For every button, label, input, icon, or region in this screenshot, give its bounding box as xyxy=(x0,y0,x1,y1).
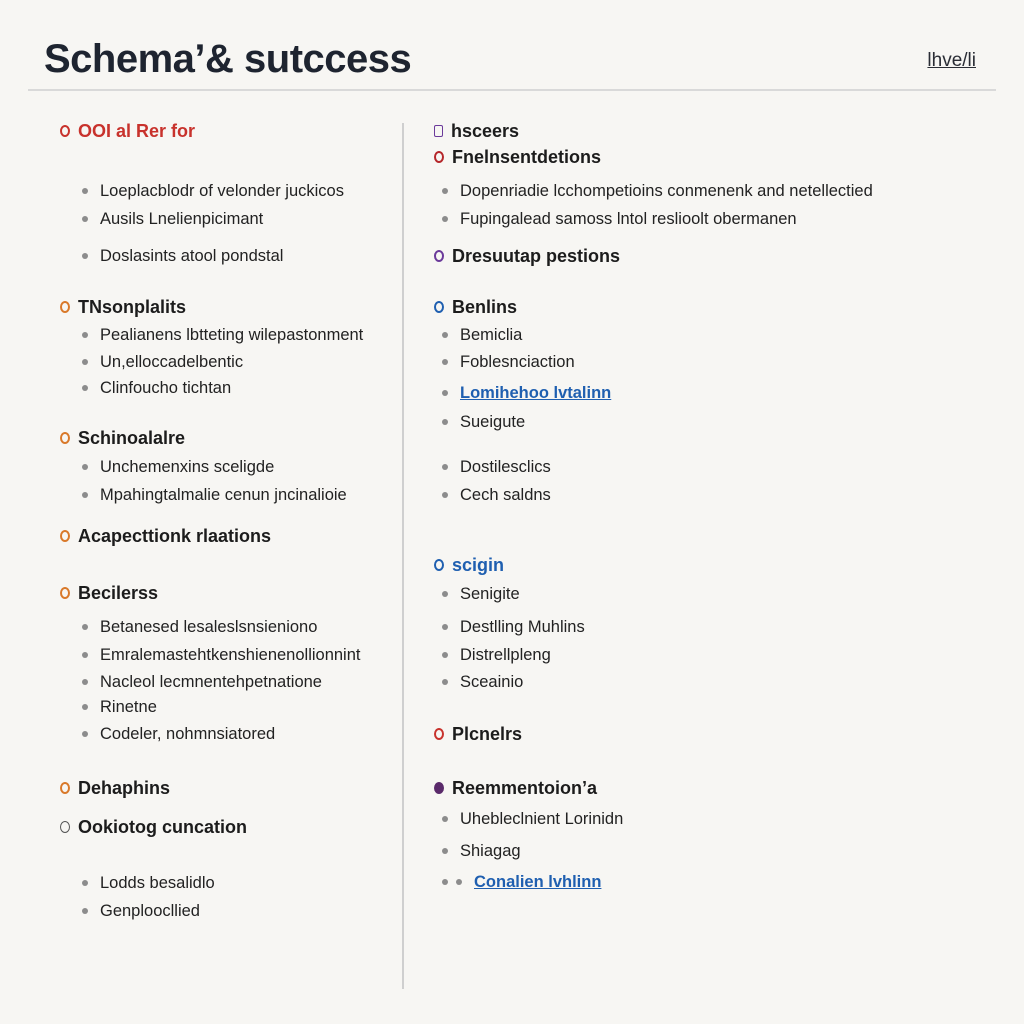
list-item xyxy=(442,180,873,202)
list-item-text: Distrellpleng xyxy=(460,646,551,664)
section-title: Becilerss xyxy=(78,583,159,603)
list-item-text: Codeler, nohmnsiatored xyxy=(100,725,276,743)
bullet-icon xyxy=(442,419,448,425)
section-title: Dehaphins xyxy=(78,778,171,798)
section-title: Ookiotog cuncation xyxy=(78,817,247,837)
list-item xyxy=(442,671,523,693)
section-heading xyxy=(434,120,519,142)
section-title: TNsonplalits xyxy=(78,297,187,317)
circle-marker-icon xyxy=(434,782,444,794)
section-heading xyxy=(434,146,601,168)
list-item-text: Foblesnciaction xyxy=(460,353,575,371)
triangle-marker-icon xyxy=(434,125,443,137)
list-item-text: Pealianens lbtteting wilepastonment xyxy=(100,326,364,344)
circle-marker-icon xyxy=(434,559,444,571)
bullet-icon xyxy=(442,492,448,498)
list-item xyxy=(442,351,575,373)
section-title: scigin xyxy=(452,555,505,575)
list-item-text: Dostilesclics xyxy=(460,458,551,476)
list-item-text: Emralemastehtkenshienenollionnint xyxy=(100,646,361,664)
list-item xyxy=(442,456,551,478)
bullet-icon xyxy=(442,359,448,365)
list-item xyxy=(442,484,551,506)
list-item-text: Destlling Muhlins xyxy=(460,618,585,636)
list-item-text: Dopenriadie lcchompetioins conmenenk and netellectied xyxy=(460,182,873,200)
section-heading xyxy=(434,723,522,745)
list-item-text: Lodds besalidlo xyxy=(100,874,215,892)
list-item-link[interactable] xyxy=(442,871,601,893)
list-item xyxy=(442,616,585,638)
bullet-icon xyxy=(442,848,448,854)
section-heading xyxy=(434,554,504,576)
bullet-icon xyxy=(442,188,448,194)
list-item xyxy=(442,840,521,862)
circle-marker-icon xyxy=(434,250,444,262)
section-heading xyxy=(434,245,620,267)
section-title: OOI al Rer for xyxy=(78,121,196,141)
list-item-text: Cech saldns xyxy=(460,486,551,504)
section-title: Acapecttionk rlaations xyxy=(78,526,272,546)
list-item-text: Clinfoucho tichtan xyxy=(100,379,232,397)
list-item xyxy=(442,583,520,605)
section-heading xyxy=(434,296,517,318)
list-item xyxy=(442,208,797,230)
section-heading xyxy=(434,777,597,799)
list-item-text: Nacleol lecmnentehpetnatione xyxy=(100,673,322,691)
list-item-text: Senigite xyxy=(460,585,520,603)
list-item-link-text[interactable]: Conalien lvhlinn xyxy=(474,873,602,891)
list-item-text: Genploocllied xyxy=(100,902,200,920)
section-title: Dresuutap pestions xyxy=(452,246,621,266)
circle-marker-icon xyxy=(434,151,444,163)
bullet-icon xyxy=(442,652,448,658)
bullet-icon xyxy=(442,332,448,338)
list-item-link[interactable] xyxy=(442,382,611,404)
list-item xyxy=(442,324,522,346)
list-item-text: Loeplacblodr of velonder juckicos xyxy=(100,182,344,200)
circle-marker-icon xyxy=(434,728,444,740)
bullet-icon xyxy=(442,879,448,885)
list-item-text: Unchemenxins sceligde xyxy=(100,458,275,476)
bullet-icon xyxy=(456,879,462,885)
list-item-text: Un,elloccadelbentic xyxy=(100,353,244,371)
section-title: Fnelnsentdetions xyxy=(452,147,602,167)
section-title: hsceers xyxy=(451,121,520,141)
circle-marker-icon xyxy=(434,301,444,313)
bullet-icon xyxy=(442,591,448,597)
list-item-text: Sueigute xyxy=(460,413,526,431)
list-item-text: Shiagag xyxy=(460,842,521,860)
list-item xyxy=(442,411,525,433)
page-title: Schema’& sutccess xyxy=(44,37,412,81)
list-item-text: Mpahingtalmalie cenun jncinalioie xyxy=(100,486,347,504)
bullet-icon xyxy=(442,624,448,630)
bullet-icon xyxy=(442,679,448,685)
list-item-link-text[interactable]: Lomihehoo lvtalinn xyxy=(460,384,612,402)
list-item-text: Betanesed lesaleslsnsieniono xyxy=(100,618,318,636)
bullet-icon xyxy=(442,216,448,222)
list-item-text: Fupingalead samoss lntol reslioolt obermanen xyxy=(460,210,797,228)
section-title: Plcnelrs xyxy=(452,724,523,744)
bullet-icon xyxy=(442,464,448,470)
list-item-text: Doslasints atool pondstal xyxy=(100,247,284,265)
header-link[interactable]: lhve/li xyxy=(927,50,976,71)
bullet-icon xyxy=(442,816,448,822)
list-item-text: Rinetne xyxy=(100,698,157,716)
list-item-text: Uhebleclnient Lorinidn xyxy=(460,810,624,828)
section-title: Benlins xyxy=(452,297,518,317)
list-item-text: Sceainio xyxy=(460,673,524,691)
bullet-icon xyxy=(442,390,448,396)
section-title: Reemmentoion’a xyxy=(452,778,598,798)
list-item xyxy=(442,644,551,666)
list-item xyxy=(442,808,623,830)
list-item-text: Bemiclia xyxy=(460,326,523,344)
list-item-text: Ausils Lnelienpicimant xyxy=(100,210,264,228)
section-title: Schinoalalre xyxy=(78,428,186,448)
